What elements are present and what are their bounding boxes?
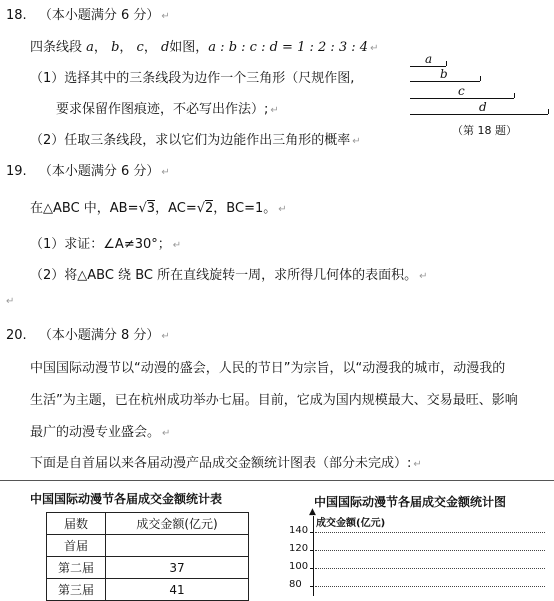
chart-y-tick [310,550,314,551]
q18-intro-text: 四条线段 [30,40,83,55]
chart-y-arrow-icon: ▲ [309,507,316,517]
q20-score: （本小题满分 8 分） [38,328,160,343]
return-mark-icon: ↵ [161,167,170,178]
q20-para3: 最广的动漫专业盛会。 ↵ [30,425,171,440]
return-mark-icon: ↵ [370,43,379,54]
chart-y-axis [313,516,314,596]
q20-para1: 中国国际动漫节以“动漫的盛会，人民的节日”为宗旨，以“动漫我的城市，动漫我的 [30,361,506,376]
chart-y-tick [310,568,314,569]
table-row [47,535,249,557]
chart-y-tick-label: 100 [289,561,309,572]
chart-gridline [315,550,545,551]
chart-gridline [315,586,545,587]
q19-score: （本小题满分 6 分） [38,164,160,179]
q18-part1-line1: （1）选择其中的三条线段为边作一个三角形（尺规作图, [30,71,355,86]
chart-gridline [315,568,545,569]
segment-d-tick [548,109,549,114]
section-divider [0,480,554,481]
return-mark-icon: ↵ [6,296,15,307]
q18-part1-line2: 要求保留作图痕迹，不必写出作法）; ↵ [56,102,279,117]
table-row [47,579,249,601]
return-mark-icon: ↵ [278,204,287,215]
return-mark-icon: ↵ [161,331,170,342]
blank-line-mark [4,293,14,308]
q19-given [30,197,287,216]
q19-given-mid: ，AC= [155,201,197,216]
table-cell-amount [106,535,249,557]
q20-number: 20. [6,328,27,343]
segment-c-tick [514,93,515,98]
q19-given-suffix: ，BC=1。 [213,201,277,216]
q18-header [6,4,170,23]
figure-18-caption: （第 18 题） [452,124,517,137]
q18-intro-rest: 如图， [169,40,209,55]
return-mark-icon: ↵ [413,459,422,470]
table-header-amount: 成交金额(亿元) [106,513,249,535]
chart-y-tick [310,586,314,587]
table-cell-session: 第三届 [47,579,106,601]
q18-part2: （2）任取三条线段，求以它们为边能作出三角形的概率 ↵ [30,133,361,148]
table-header-row [47,513,249,535]
table-cell-amount: 37 [106,557,249,579]
table-cell-session: 首届 [47,535,106,557]
chart-y-tick [310,532,314,533]
chart-y-tick-label: 120 [289,543,309,554]
q18-seg-c: c [136,40,144,55]
q19-number: 19. [6,164,27,179]
segment-a-tick [446,61,447,66]
q19-part2: （2）将△ABC 绕 BC 所在直线旋转一周，求所得几何体的表面积。 ↵ [30,268,428,283]
table-header-session: 届数 [47,513,106,535]
segment-b-label: b [440,67,448,81]
table-title: 中国国际动漫节各届成交金额统计表 [30,492,223,506]
sqrt-sign-icon: √ [138,201,147,216]
segment-c [410,98,514,99]
return-mark-icon: ↵ [270,105,279,116]
segment-b [410,81,480,82]
q18-score: （本小题满分 6 分） [38,8,160,23]
q20-header [6,324,170,343]
segment-b-tick [480,76,481,81]
q18-number: 18. [6,8,27,23]
q19-header [6,160,170,179]
q18-ratio: a : b : c : d = 1 : 2 : 3 : 4 [208,40,369,55]
chart-title: 中国国际动漫节各届成交金额统计图 [314,495,507,509]
q19-part1: （1）求证：∠A≠30°； ↵ [30,237,182,252]
q18-seg-a: a [86,40,94,55]
segment-a-label: a [425,52,433,66]
return-mark-icon: ↵ [419,271,428,282]
q20-para2: 生活”为主题，已在杭州成功举办七届。目前，它成为国内规模最大、交易最旺、影响 [30,393,518,408]
table-cell-amount: 41 [106,579,249,601]
stats-table [46,512,249,601]
return-mark-icon: ↵ [162,428,171,439]
q19-given-prefix: 在△ABC 中，AB= [30,201,139,216]
segment-d [410,114,548,115]
return-mark-icon: ↵ [161,11,170,22]
q18-seg-b: b [111,40,120,55]
chart-gridline [315,532,545,533]
q20-para4: 下面是自首届以来各届动漫产品成交金额统计图表（部分未完成）: ↵ [30,456,422,471]
q19-ab-radicand: 3 [146,201,156,216]
return-mark-icon: ↵ [352,136,361,147]
chart-y-label: 成交金额(亿元) [316,518,386,529]
sqrt-sign-icon: √ [196,201,206,216]
chart-y-tick-label: 140 [289,525,309,536]
q18-seg-d: d [160,40,170,55]
return-mark-icon: ↵ [172,240,182,251]
table-row [47,557,249,579]
segment-c-label: c [458,84,465,98]
table-cell-session: 第二届 [47,557,106,579]
q18-intro: 四条线段 a， b， c， d如图，a : b : c : d = 1 : 2 : 3 : 4 ↵ [30,40,379,55]
q19-ac-radicand: 2 [205,201,214,216]
chart-y-tick-label: 80 [289,579,302,590]
segment-d-label: d [479,100,487,114]
stats-table-wrapper [46,512,249,601]
